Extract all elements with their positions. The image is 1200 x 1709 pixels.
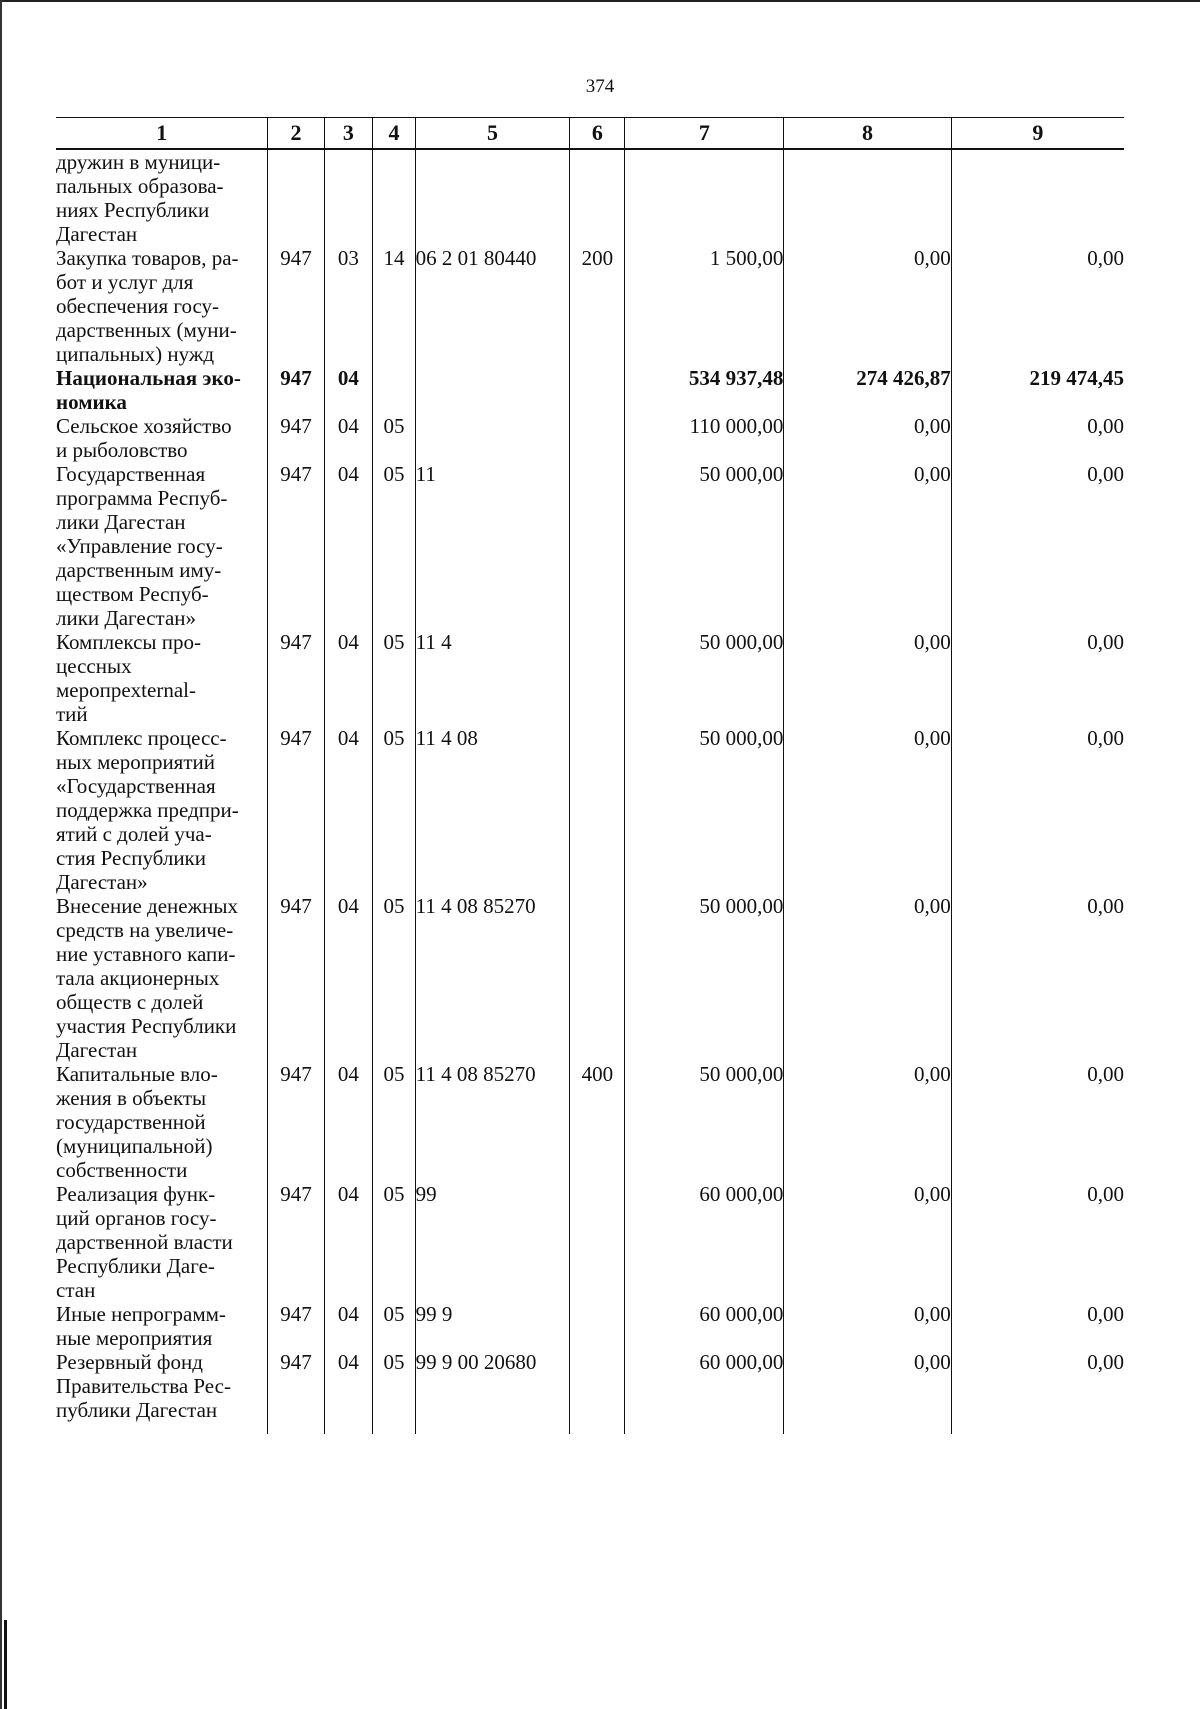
- expense-type: [570, 1302, 625, 1350]
- table-row: [56, 894, 1124, 1062]
- spacer-cell: [324, 1422, 373, 1434]
- amount-col-7: 534 937,48: [625, 366, 784, 414]
- subsection-code: 05: [373, 1350, 415, 1422]
- row-name: дружин в муници- пальных образова- ниях Республики Дагестан: [56, 150, 224, 246]
- amount-col-8: 0,00: [784, 630, 951, 726]
- target-article: 99 9 00 20680: [415, 1350, 570, 1422]
- subsection-code: 05: [373, 1182, 415, 1302]
- department-code: 947: [268, 246, 324, 366]
- spacer-cell: [951, 1422, 1124, 1434]
- table-row: [56, 1302, 1124, 1350]
- amount-col-8: 0,00: [784, 414, 951, 462]
- col-header-7: 7: [625, 118, 784, 150]
- amount-col-9: 0,00: [951, 726, 1124, 894]
- subsection-code: [373, 366, 415, 414]
- col-header-2: 2: [268, 118, 324, 150]
- department-code: 947: [268, 1062, 324, 1182]
- department-code: 947: [268, 1350, 324, 1422]
- department-code: 947: [268, 366, 324, 414]
- amount-col-7: 50 000,00: [625, 726, 784, 894]
- expense-type: [570, 1350, 625, 1422]
- department-code: 947: [268, 1302, 324, 1350]
- section-code: 04: [324, 630, 373, 726]
- department-code: 947: [268, 414, 324, 462]
- expense-type: 200: [570, 246, 625, 366]
- row-name: Комплексы про- цессных меропрexternal- тий: [56, 630, 201, 726]
- department-code: 947: [268, 894, 324, 1062]
- col-header-9: 9: [951, 118, 1124, 150]
- section-code: 04: [324, 1062, 373, 1182]
- table-row: [56, 414, 1124, 462]
- section-code: 04: [324, 462, 373, 630]
- section-code: 04: [324, 1350, 373, 1422]
- spacer-cell: [373, 1422, 415, 1434]
- amount-col-8: 0,00: [784, 246, 951, 366]
- target-article: 99: [415, 1182, 570, 1302]
- amount-col-9: 219 474,45: [951, 366, 1124, 414]
- target-article: [415, 414, 570, 462]
- amount-col-7: 60 000,00: [625, 1350, 784, 1422]
- spacer-cell: [625, 1422, 784, 1434]
- table-row: [56, 630, 1124, 726]
- section-code: [324, 149, 373, 246]
- budget-table: [56, 117, 1124, 1434]
- table-row: [56, 1350, 1124, 1422]
- subsection-code: [373, 149, 415, 246]
- section-code: 04: [324, 366, 373, 414]
- scan-edge-mark: [4, 1620, 7, 1709]
- row-name: Национальная эко- номика: [56, 366, 241, 414]
- row-name: Внесение денежных средств на увеличе- ние уставного капи- тала акционерных обществ с долей участия Республики Дагестан: [56, 894, 238, 1062]
- expense-type: [570, 630, 625, 726]
- amount-col-9: 0,00: [951, 414, 1124, 462]
- subsection-code: 05: [373, 726, 415, 894]
- amount-col-9: [951, 149, 1124, 246]
- table-body: [56, 149, 1124, 1434]
- table-row: [56, 1062, 1124, 1182]
- col-header-4: 4: [373, 118, 415, 150]
- target-article: 11 4 08 85270: [415, 894, 570, 1062]
- amount-col-8: 0,00: [784, 462, 951, 630]
- row-name: Сельское хозяйство и рыболовство: [56, 414, 232, 462]
- subsection-code: 05: [373, 1062, 415, 1182]
- amount-col-9: 0,00: [951, 1350, 1124, 1422]
- row-name: Комплекс процесс- ных мероприятий «Государственная поддержка предпри- ятий с долей уча- стия Республики Дагестан»: [56, 726, 239, 894]
- row-name: Капитальные вло- жения в объекты государственной (муниципальной) собственности: [56, 1062, 218, 1182]
- spacer-cell: [784, 1422, 951, 1434]
- row-name: Иные непрограмм- ные мероприятия: [56, 1302, 226, 1350]
- header-row: [56, 118, 1124, 150]
- spacer-cell: [570, 1422, 625, 1434]
- subsection-code: 05: [373, 462, 415, 630]
- section-code: 03: [324, 246, 373, 366]
- subsection-code: 05: [373, 414, 415, 462]
- col-header-5: 5: [415, 118, 570, 150]
- amount-col-8: 0,00: [784, 1350, 951, 1422]
- table-spacer-row: [56, 1422, 1124, 1434]
- amount-col-9: 0,00: [951, 1302, 1124, 1350]
- department-code: 947: [268, 1182, 324, 1302]
- subsection-code: 14: [373, 246, 415, 366]
- col-header-1: 1: [56, 118, 268, 150]
- row-name: Реализация функ- ций органов госу- дарственной власти Республики Даге- стан: [56, 1182, 233, 1302]
- amount-col-7: 50 000,00: [625, 1062, 784, 1182]
- amount-col-7: 110 000,00: [625, 414, 784, 462]
- expense-type: [570, 414, 625, 462]
- department-code: 947: [268, 726, 324, 894]
- row-name: Резервный фонд Правительства Рес- публики Дагестан: [56, 1350, 231, 1422]
- target-article: 99 9: [415, 1302, 570, 1350]
- subsection-code: 05: [373, 630, 415, 726]
- subsection-code: 05: [373, 1302, 415, 1350]
- table-row: [56, 149, 1124, 246]
- spacer-cell: [415, 1422, 570, 1434]
- amount-col-8: 0,00: [784, 894, 951, 1062]
- amount-col-9: 0,00: [951, 1182, 1124, 1302]
- expense-type: [570, 894, 625, 1062]
- amount-col-8: [784, 149, 951, 246]
- target-article: 11 4 08 85270: [415, 1062, 570, 1182]
- table-row: [56, 1182, 1124, 1302]
- target-article: 11 4 08: [415, 726, 570, 894]
- scan-edge-left: [0, 0, 2, 1709]
- target-article: 11: [415, 462, 570, 630]
- target-article: 11 4: [415, 630, 570, 726]
- amount-col-8: 0,00: [784, 1302, 951, 1350]
- amount-col-8: 0,00: [784, 726, 951, 894]
- table-row: [56, 462, 1124, 630]
- col-header-8: 8: [784, 118, 951, 150]
- section-code: 04: [324, 1302, 373, 1350]
- target-article: [415, 366, 570, 414]
- amount-col-7: 50 000,00: [625, 462, 784, 630]
- row-name: Государственная программа Респуб- лики Дагестан «Управление госу- дарственным иму- ществом Респуб- лики Дагестан»: [56, 462, 228, 630]
- amount-col-7: 50 000,00: [625, 630, 784, 726]
- amount-col-9: 0,00: [951, 894, 1124, 1062]
- department-code: [268, 149, 324, 246]
- table-row: [56, 246, 1124, 366]
- page-number: 374: [585, 76, 615, 97]
- scan-edge-top: [0, 0, 1200, 2]
- amount-col-9: 0,00: [951, 1062, 1124, 1182]
- department-code: 947: [268, 462, 324, 630]
- col-header-3: 3: [324, 118, 373, 150]
- expense-type: [570, 149, 625, 246]
- amount-col-7: 1 500,00: [625, 246, 784, 366]
- spacer-cell: [56, 1422, 268, 1434]
- amount-col-7: [625, 149, 784, 246]
- amount-col-8: 274 426,87: [784, 366, 951, 414]
- col-header-6: 6: [570, 118, 625, 150]
- spacer-cell: [268, 1422, 324, 1434]
- table-row: [56, 366, 1124, 414]
- amount-col-7: 60 000,00: [625, 1302, 784, 1350]
- amount-col-7: 60 000,00: [625, 1182, 784, 1302]
- row-name: Закупка товаров, ра- бот и услуг для обеспечения госу- дарственных (муни- ципальных) нужд: [56, 246, 239, 366]
- expense-type: 400: [570, 1062, 625, 1182]
- section-code: 04: [324, 726, 373, 894]
- expense-type: [570, 1182, 625, 1302]
- amount-col-7: 50 000,00: [625, 894, 784, 1062]
- amount-col-9: 0,00: [951, 246, 1124, 366]
- section-code: 04: [324, 414, 373, 462]
- amount-col-8: 0,00: [784, 1182, 951, 1302]
- target-article: [415, 149, 570, 246]
- amount-col-9: 0,00: [951, 630, 1124, 726]
- subsection-code: 05: [373, 894, 415, 1062]
- department-code: 947: [268, 630, 324, 726]
- expense-type: [570, 462, 625, 630]
- expense-type: [570, 726, 625, 894]
- amount-col-9: 0,00: [951, 462, 1124, 630]
- section-code: 04: [324, 894, 373, 1062]
- amount-col-8: 0,00: [784, 1062, 951, 1182]
- section-code: 04: [324, 1182, 373, 1302]
- expense-type: [570, 366, 625, 414]
- table-row: [56, 726, 1124, 894]
- target-article: 06 2 01 80440: [415, 246, 570, 366]
